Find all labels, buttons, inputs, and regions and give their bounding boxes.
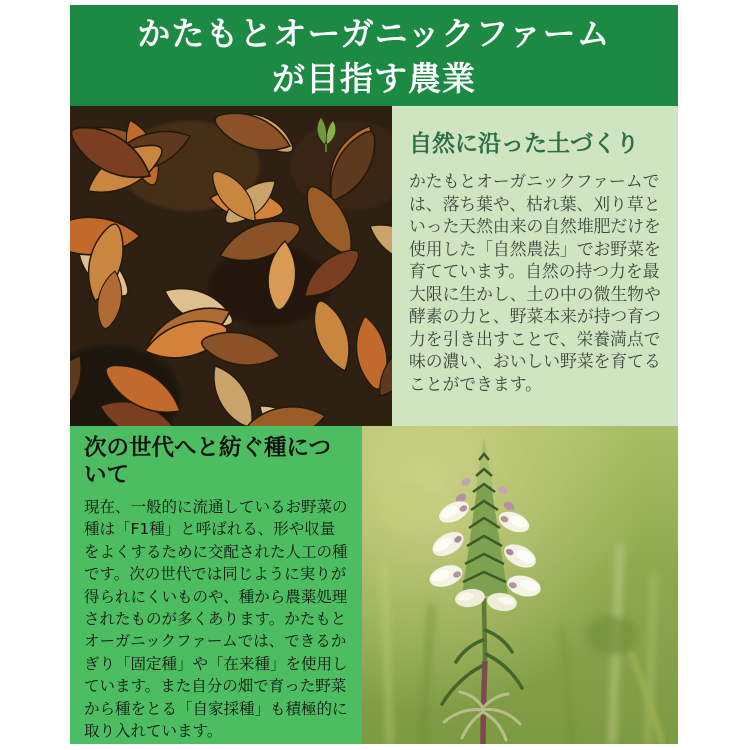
soil-panel	[392, 106, 678, 426]
seeds-heading: 次の世代へと紡ぐ種について	[84, 435, 332, 488]
dried-leaves-photo	[70, 106, 392, 426]
soil-heading: 自然に沿った土づくり	[409, 131, 639, 157]
white-flower-photo	[362, 426, 678, 744]
title-banner	[70, 5, 678, 106]
seeds-body-text: 現在、一般的に流通しているお野菜の種は「F1種」と呼ばれる、形や収量をよくするために交配された人工の種です。次の世代では同じように実りが得られにくいものや、種から農薬処理されたものが多くあります。かたもとオーガニックファームでは、できるかぎり「固定種」や「在来種」を使用しています。また自分の畑で育った野菜から種をとる「自家採種」も積極的に取り入れています。	[84, 498, 348, 741]
page-title-line1: かたもとオーガニックファーム	[137, 13, 611, 53]
flower-illustration	[362, 426, 678, 744]
soil-body-text: かたもとオーガニックファームでは、落ち葉や、枯れ葉、刈り草といった天然由来の自然堆肥だけを使用した「自然農法」でお野菜を育てています。自然の持つ力を最大限に生かし、土の中の微生物や酵素の力と、野菜本来が持つ育つ力を引き出すことで、栄養満点で味の濃い、おいしい野菜を育てることができます。	[409, 171, 661, 394]
seeds-panel	[70, 426, 362, 744]
soil-section	[70, 106, 678, 426]
seeds-section	[70, 426, 678, 744]
dried-leaves-illustration	[70, 106, 392, 426]
page-title-line2: が目指す農業	[272, 58, 476, 98]
